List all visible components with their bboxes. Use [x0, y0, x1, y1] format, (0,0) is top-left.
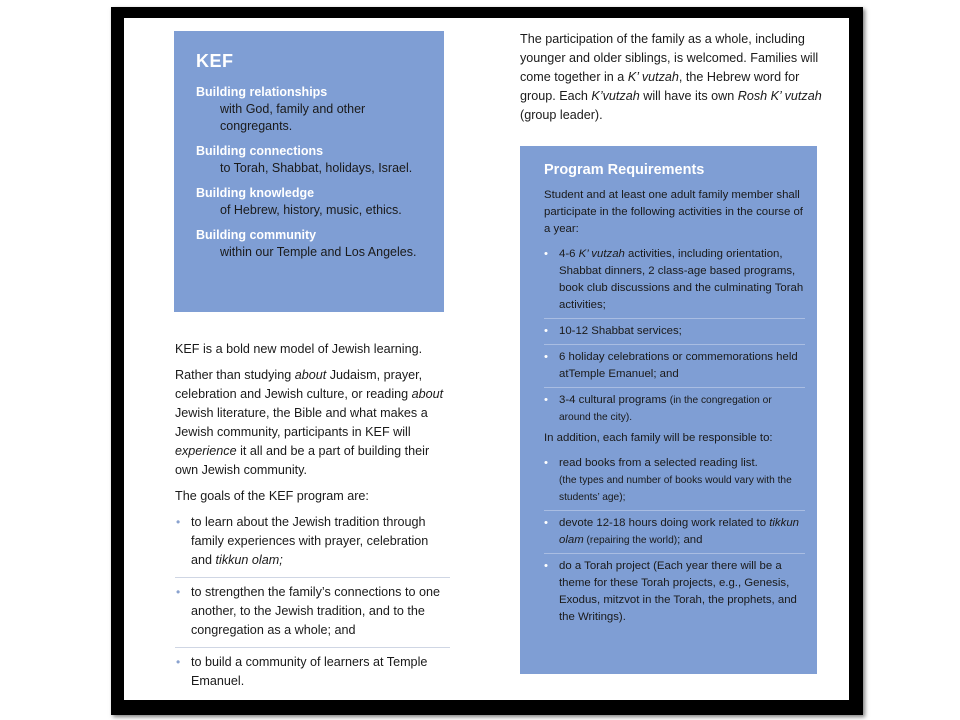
text-run: (group leader).: [520, 108, 603, 122]
text-run: to learn about the Jewish tradition through family experiences with prayer, celebration and: [191, 515, 429, 567]
kef-item-head: Building community: [196, 228, 317, 242]
kef-item-connections: [196, 143, 444, 177]
addition-heading: In addition, each family will be responsible to:: [544, 432, 773, 444]
text-run: will have its own: [639, 89, 738, 103]
requirement-item: • 10-12 Shabbat services;: [544, 318, 805, 340]
text-run-italic: K’ vutzah: [627, 70, 679, 84]
text-run: , the Hebrew word for group. Each: [520, 70, 800, 103]
kef-item-sub: with God, family and other congregants.: [220, 102, 366, 133]
intro-paragraph: KEF is a bold new model of Jewish learning.: [175, 342, 423, 356]
kef-item-community: [196, 227, 444, 261]
kef-item-head: Building knowledge: [196, 186, 315, 200]
program-intro: Student and at least one adult family member shall participate in the following activities in the course of a year:: [544, 189, 803, 235]
kef-item-knowledge: [196, 185, 444, 219]
text-run: it all and be a part of building their own Jewish community.: [175, 444, 430, 477]
text-run-italic: tikkun olam: [559, 517, 799, 546]
kef-item-relationships: [196, 84, 444, 135]
responsibility-item: [544, 510, 805, 549]
kef-item-head: Building relationships: [196, 85, 328, 99]
text-run-italic: tikkun olam;: [215, 553, 283, 567]
participation-paragraph: [520, 30, 830, 125]
description-paragraph: [175, 366, 450, 480]
text-run: read books from a selected reading list.: [559, 457, 758, 469]
brochure-page: [124, 18, 849, 700]
responsibility-item: • do a Torah project (Each year there will be a theme for these Torah projects, e.g., Genesis, Exodus, mitzvot in the Torah, the prophets, and the Writings).: [544, 553, 805, 626]
goal-item: • to strengthen the family’s connections to one another, to the Jewish tradition, and to the congregation as a whole; and: [175, 577, 450, 640]
goal-item: • to build a community of learners at Temple Emanuel.: [175, 647, 450, 691]
responsibilities-list: [544, 455, 805, 626]
text-run: 3-4 cultural programs: [559, 394, 670, 406]
text-run: Judaism, prayer, celebration and Jewish culture, or reading: [175, 368, 423, 401]
text-run-italic: about: [411, 387, 444, 401]
requirements-list: [544, 246, 805, 426]
kef-item-sub: within our Temple and Los Angeles.: [220, 245, 417, 259]
text-run: Jewish literature, the Bible and what makes a Jewish community, participants in KEF will: [175, 406, 428, 439]
text-run-italic: K’vutzah: [591, 89, 640, 103]
program-requirements-box: [520, 146, 817, 674]
kef-item-head: Building connections: [196, 144, 324, 158]
program-title: Program Requirements: [544, 162, 705, 178]
requirement-item: [544, 387, 805, 426]
goals-list: [175, 513, 450, 691]
text-run-italic: Rosh K’ vutzah: [737, 89, 822, 103]
requirement-item: • 6 holiday celebrations or commemorations held atTemple Emanuel; and: [544, 344, 805, 383]
kef-title: KEF: [196, 51, 234, 71]
responsibility-item: [544, 455, 805, 506]
goals-heading: The goals of the KEF program are:: [175, 489, 369, 503]
requirement-item: [544, 246, 805, 314]
text-run: Rather than studying: [175, 368, 295, 382]
left-column-text: [175, 340, 450, 698]
text-run-small: (in the congregation or around the city).: [559, 395, 772, 423]
text-run-small: (repairing the world): [583, 535, 678, 546]
text-run: 4-6: [559, 248, 579, 260]
text-run: devote 12-18 hours doing work related to: [559, 517, 770, 529]
text-run-italic: experience: [175, 444, 237, 458]
text-run-italic: K’ vutzah: [578, 248, 625, 260]
text-run-small: (the types and number of books would vary with the students’ age);: [559, 475, 792, 503]
text-run: ; and: [677, 534, 703, 546]
kef-item-sub: of Hebrew, history, music, ethics.: [220, 203, 402, 217]
goal-item: [175, 513, 450, 570]
kef-item-sub: to Torah, Shabbat, holidays, Israel.: [220, 161, 413, 175]
text-run: activities, including orientation, Shabbat dinners, 2 class-age based programs, book club discussions and the culminating Torah activities;: [559, 248, 804, 311]
text-run-italic: about: [294, 368, 327, 382]
text-run: The participation of the family as a whole, including younger and older siblings, is welcomed. Families will come together in a: [520, 32, 819, 84]
kef-box: [174, 31, 444, 312]
